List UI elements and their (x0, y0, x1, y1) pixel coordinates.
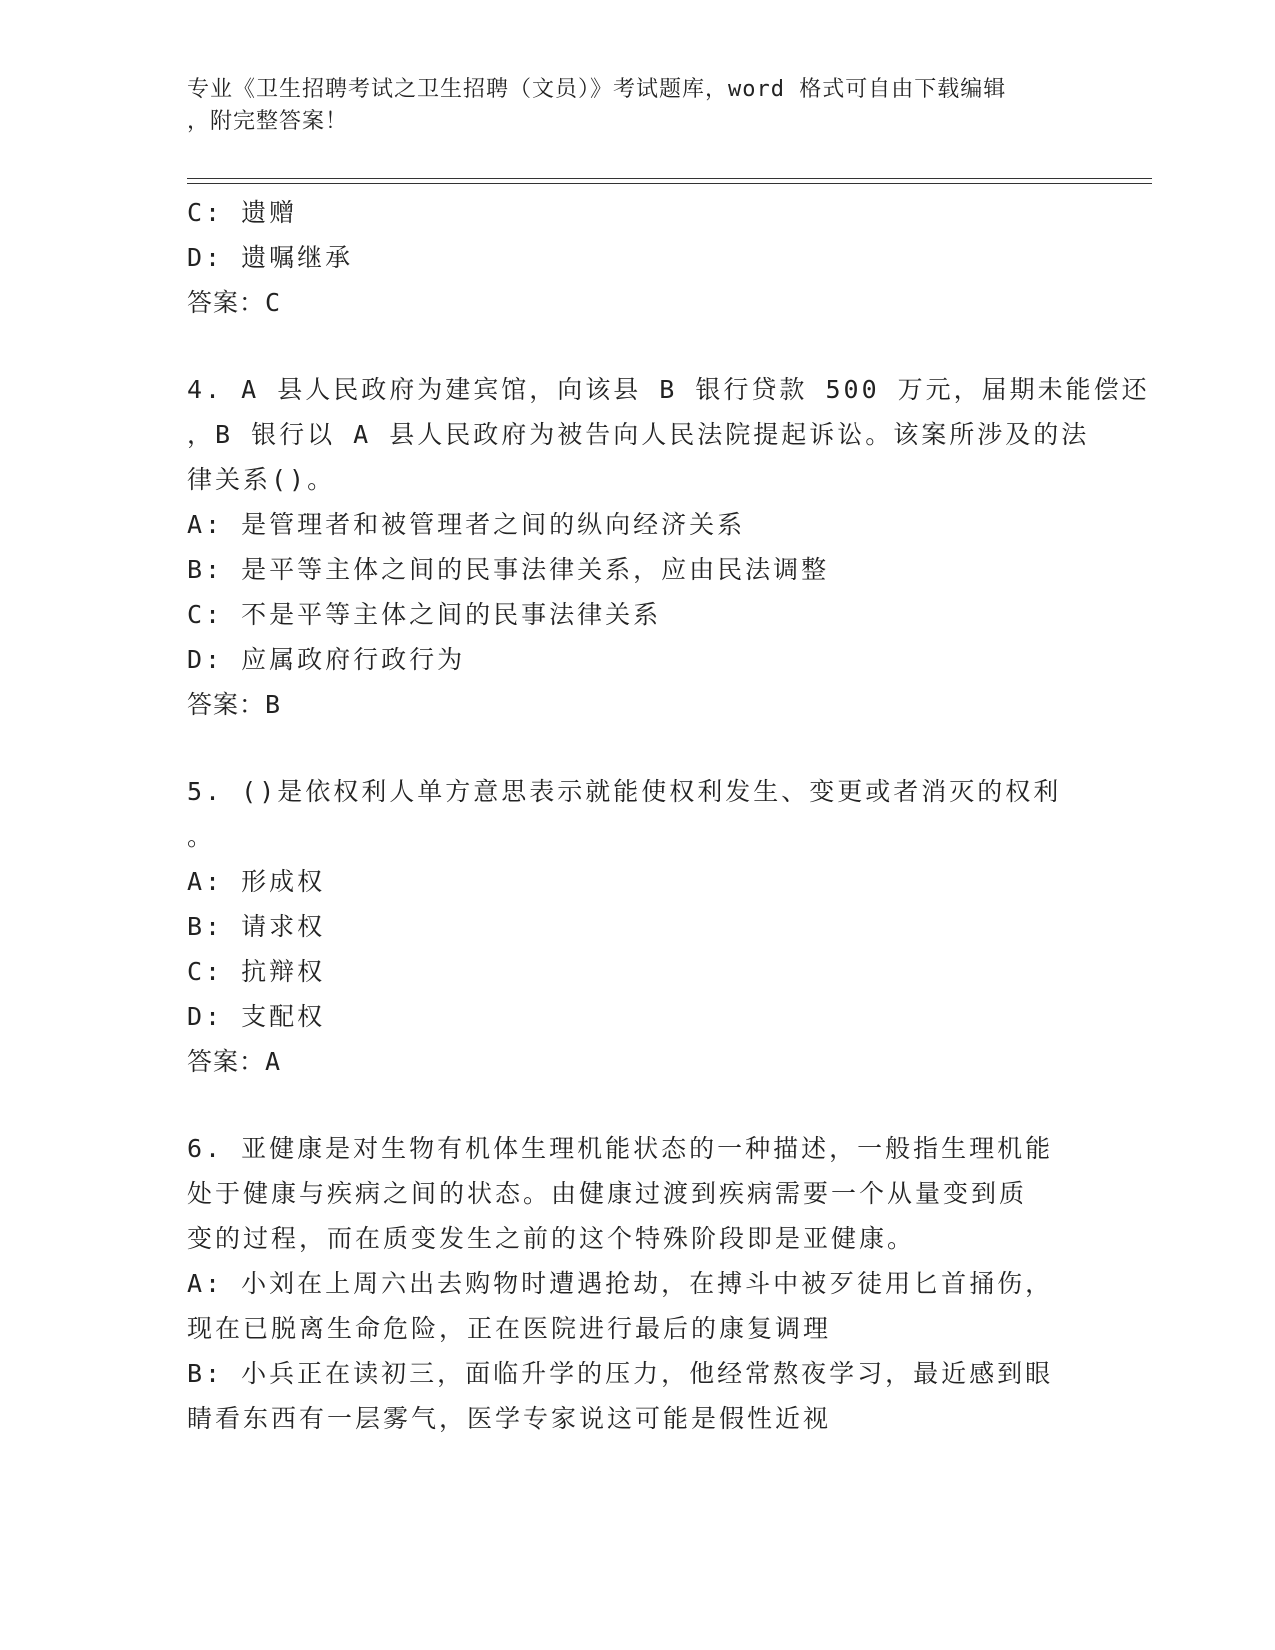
option-a: A: 小刘在上周六出去购物时遭遇抢劫，在搏斗中被歹徒用匕首捅伤， (187, 1269, 1054, 1298)
header-rule-bottom (187, 183, 1152, 184)
answer-value: A (265, 1047, 282, 1076)
option-a-continued: 现在已脱离生命危险，正在医院进行最后的康复调理 (187, 1314, 832, 1343)
option-c: C: 不是平等主体之间的民事法律关系 (187, 600, 662, 629)
stem-line: 。 (187, 822, 216, 851)
answer-line (187, 1039, 1087, 1084)
header-line-2: ，附完整答案！ (187, 109, 349, 134)
question-6 (187, 1126, 1087, 1441)
stem-line: 处于健康与疾病之间的状态。由健康过渡到疾病需要一个从量变到质 (187, 1179, 1028, 1208)
question-4 (187, 367, 1150, 727)
spacer (187, 325, 1087, 367)
stem-line: 5. ()是依权利人单方意思表示就能使权利发生、变更或者消灭的权利 (187, 777, 1062, 806)
stem-line: 4. A 县人民政府为建宾馆，向该县 B 银行贷款 500 万元，届期未能偿还 (187, 375, 1150, 404)
option-d: D: 应属政府行政行为 (187, 645, 466, 674)
answer-value: C (265, 288, 282, 317)
question-5 (187, 769, 1087, 1084)
stem-line: 6. 亚健康是对生物有机体生理机能状态的一种描述，一般指生理机能 (187, 1134, 1054, 1163)
option-c: C: 遗赠 (187, 198, 298, 227)
question-3-tail (187, 190, 1087, 325)
answer-label: 答案： (187, 690, 266, 719)
option-d: D: 遗嘱继承 (187, 243, 354, 272)
option-d: D: 支配权 (187, 1002, 326, 1031)
answer-label: 答案： (187, 288, 266, 317)
header-rule-top (187, 178, 1152, 179)
answer-line (187, 682, 1087, 727)
spacer (187, 1084, 1087, 1126)
option-c: C: 抗辩权 (187, 957, 326, 986)
option-b-continued: 睛看东西有一层雾气，医学专家说这可能是假性近视 (187, 1404, 832, 1433)
option-a: A: 是管理者和被管理者之间的纵向经济关系 (187, 510, 746, 539)
option-a: A: 形成权 (187, 867, 326, 896)
question-stem (187, 769, 1087, 859)
answer-label: 答案： (187, 1047, 266, 1076)
stem-line: 律关系()。 (187, 465, 336, 494)
answer-value: B (265, 690, 282, 719)
option-b: B: 小兵正在读初三，面临升学的压力，他经常熬夜学习，最近感到眼 (187, 1359, 1054, 1388)
document-header (187, 74, 1067, 138)
stem-line: ，B 银行以 A 县人民政府为被告向人民法院提起诉讼。该案所涉及的法 (187, 420, 1090, 449)
spacer (187, 727, 1087, 769)
answer-line (187, 280, 1087, 325)
stem-line: 变的过程，而在质变发生之前的这个特殊阶段即是亚健康。 (187, 1224, 916, 1253)
option-b: B: 是平等主体之间的民事法律关系，应由民法调整 (187, 555, 830, 584)
question-stem (187, 367, 1150, 502)
question-content (187, 190, 1150, 1441)
question-stem (187, 1126, 1087, 1261)
header-line-1: 专业《卫生招聘考试之卫生招聘（文员）》考试题库，word 格式可自由下载编辑 (187, 77, 1007, 102)
option-b: B: 请求权 (187, 912, 326, 941)
